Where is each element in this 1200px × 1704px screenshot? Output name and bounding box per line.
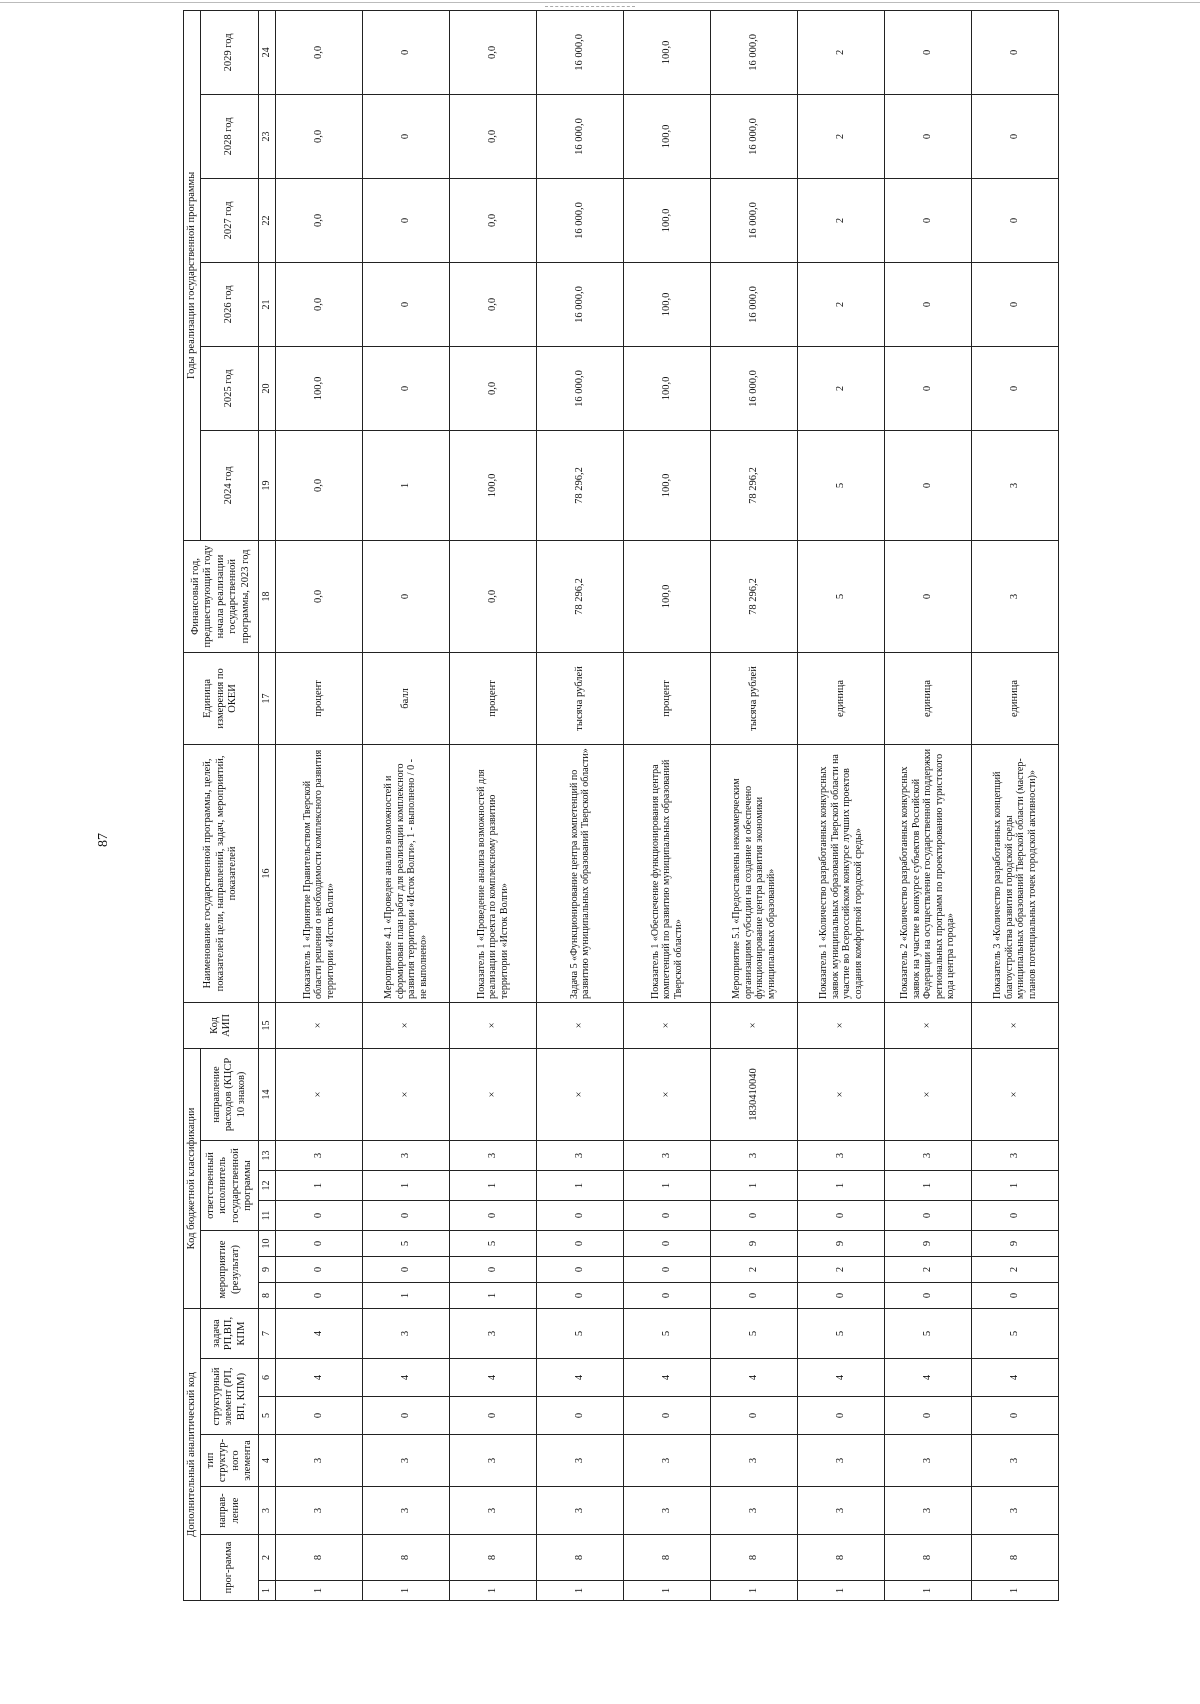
header-years-group: Годы реализации государственной программы (184, 10, 201, 540)
year-value-2025: 0 (885, 346, 972, 430)
col-number: 20 (259, 346, 276, 430)
year-value-2024: 0 (885, 430, 972, 540)
header-year-2027: 2027 год (201, 178, 259, 262)
year-value-2024: 5 (798, 430, 885, 540)
scan-dash-line (545, 6, 635, 8)
item-name: Показатель 1 «Принятие Правительством Тверской области решения о необходимости комплексного развития территории «Исток Волги» (276, 744, 363, 1002)
col-number: 3 (259, 1487, 276, 1535)
code-struct-element-1: 0 (450, 1397, 537, 1435)
code-executor-2: 1 (363, 1171, 450, 1201)
code-task: 5 (711, 1309, 798, 1359)
code-program-1: 1 (798, 1581, 885, 1601)
code-program-1: 1 (885, 1581, 972, 1601)
year-value-2029: 2 (798, 10, 885, 94)
code-program-1: 1 (363, 1581, 450, 1601)
col-number: 4 (259, 1435, 276, 1487)
aip-code: × (363, 1002, 450, 1048)
table-row (276, 10, 363, 1600)
col-number: 1 (259, 1581, 276, 1601)
code-event-3: 9 (885, 1231, 972, 1257)
code-executor-2: 1 (885, 1171, 972, 1201)
code-direction: 3 (276, 1487, 363, 1535)
year-value-2029: 0,0 (450, 10, 537, 94)
table-row (537, 10, 624, 1600)
col-number: 17 (259, 652, 276, 744)
code-executor-1: 0 (798, 1201, 885, 1231)
year-value-2028: 0,0 (450, 94, 537, 178)
code-struct-element-1: 0 (537, 1397, 624, 1435)
code-executor-1: 0 (537, 1201, 624, 1231)
year-value-2029: 0,0 (276, 10, 363, 94)
aip-code: × (798, 1002, 885, 1048)
code-program-2: 8 (972, 1535, 1059, 1581)
table-row (972, 10, 1059, 1600)
code-direction: 3 (885, 1487, 972, 1535)
year-value-2025: 2 (798, 346, 885, 430)
item-name: Показатель 1 «Проведение анализа возможностей для реализации проекта по комплексному развитию территории «Исток Волги» (450, 744, 537, 1002)
header-program: прог-рамма (201, 1535, 259, 1601)
year-value-2024: 78 296,2 (537, 430, 624, 540)
header-year-2024: 2024 год (201, 430, 259, 540)
code-event-2: 2 (798, 1257, 885, 1283)
code-executor-1: 0 (450, 1201, 537, 1231)
code-executor-3: 3 (798, 1141, 885, 1171)
unit-cell: балл (363, 652, 450, 744)
page-number: 87 (96, 833, 111, 847)
code-struct-element-1: 0 (276, 1397, 363, 1435)
fin-year-value: 0,0 (450, 540, 537, 652)
header-budget-code: Код бюджетной классификации (184, 1048, 201, 1308)
header-expense: направление расходов (КЦСР 10 знаков) (201, 1048, 259, 1140)
code-struct-element-2: 4 (363, 1359, 450, 1397)
expense-code: × (450, 1048, 537, 1140)
year-value-2028: 0 (363, 94, 450, 178)
code-executor-1: 0 (711, 1201, 798, 1231)
code-event-3: 9 (711, 1231, 798, 1257)
code-executor-2: 1 (537, 1171, 624, 1201)
code-executor-3: 3 (972, 1141, 1059, 1171)
code-task: 3 (363, 1309, 450, 1359)
year-value-2024: 3 (972, 430, 1059, 540)
code-struct-element-1: 0 (363, 1397, 450, 1435)
col-number: 15 (259, 1002, 276, 1048)
expense-code: × (537, 1048, 624, 1140)
code-executor-3: 3 (276, 1141, 363, 1171)
code-direction: 3 (450, 1487, 537, 1535)
year-value-2028: 100,0 (624, 94, 711, 178)
year-value-2029: 0 (885, 10, 972, 94)
col-number: 10 (259, 1231, 276, 1257)
code-event-1: 0 (276, 1283, 363, 1309)
year-value-2025: 0,0 (450, 346, 537, 430)
code-event-2: 2 (711, 1257, 798, 1283)
code-task: 5 (798, 1309, 885, 1359)
code-program-2: 8 (798, 1535, 885, 1581)
code-program-1: 1 (711, 1581, 798, 1601)
code-executor-3: 3 (624, 1141, 711, 1171)
code-event-3: 9 (972, 1231, 1059, 1257)
table-row (885, 10, 972, 1600)
unit-cell: единица (885, 652, 972, 744)
year-value-2026: 16 000,0 (537, 262, 624, 346)
code-program-2: 8 (537, 1535, 624, 1581)
unit-cell: тысяча рублей (711, 652, 798, 744)
aip-code: × (885, 1002, 972, 1048)
code-executor-3: 3 (711, 1141, 798, 1171)
expense-code: × (276, 1048, 363, 1140)
code-struct-type: 3 (537, 1435, 624, 1487)
code-program-2: 8 (711, 1535, 798, 1581)
fin-year-value: 3 (972, 540, 1059, 652)
code-program-1: 1 (624, 1581, 711, 1601)
col-number: 9 (259, 1257, 276, 1283)
year-value-2024: 100,0 (450, 430, 537, 540)
year-value-2025: 16 000,0 (537, 346, 624, 430)
year-value-2026: 16 000,0 (711, 262, 798, 346)
code-struct-type: 3 (450, 1435, 537, 1487)
aip-code: × (537, 1002, 624, 1048)
code-program-1: 1 (450, 1581, 537, 1601)
code-executor-2: 1 (711, 1171, 798, 1201)
item-name: Задача 5 «Функционирование центра компетенций по развитию муниципальных образований Тверской области» (537, 744, 624, 1002)
item-name: Показатель 2 «Количество разработанных конкурсных заявок на участие в конкурсе субъектов Российской Федерации на осуществление государственной поддержки региональных программ по проектированию туристского кода центра города» (885, 744, 972, 1002)
year-value-2026: 0 (363, 262, 450, 346)
header-direction: направ-ление (201, 1487, 259, 1535)
code-task: 5 (972, 1309, 1059, 1359)
code-struct-element-2: 4 (972, 1359, 1059, 1397)
rotated-table-container (183, 21, 1053, 1601)
code-executor-2: 1 (276, 1171, 363, 1201)
code-event-1: 0 (798, 1283, 885, 1309)
code-event-3: 5 (450, 1231, 537, 1257)
code-struct-element-2: 4 (885, 1359, 972, 1397)
code-direction: 3 (972, 1487, 1059, 1535)
code-event-1: 1 (363, 1283, 450, 1309)
code-event-2: 0 (363, 1257, 450, 1283)
code-program-2: 8 (624, 1535, 711, 1581)
item-name: Мероприятие 5.1 «Предоставлены некоммерческим организациям субсидии на создание и обеспечено функционирование центра развития экономики муниципальных образований» (711, 744, 798, 1002)
col-number: 7 (259, 1309, 276, 1359)
code-struct-type: 3 (711, 1435, 798, 1487)
year-value-2029: 100,0 (624, 10, 711, 94)
year-value-2029: 0 (363, 10, 450, 94)
year-value-2026: 0,0 (276, 262, 363, 346)
unit-cell: процент (624, 652, 711, 744)
fin-year-value: 78 296,2 (711, 540, 798, 652)
code-executor-3: 3 (450, 1141, 537, 1171)
year-value-2028: 16 000,0 (711, 94, 798, 178)
code-task: 3 (450, 1309, 537, 1359)
code-program-2: 8 (885, 1535, 972, 1581)
header-event: мероприятие (результат) (201, 1231, 259, 1309)
code-event-2: 0 (537, 1257, 624, 1283)
aip-code: × (711, 1002, 798, 1048)
code-task: 4 (276, 1309, 363, 1359)
header-task: задача РП,ВП, КПМ (201, 1309, 259, 1359)
code-event-1: 0 (885, 1283, 972, 1309)
unit-cell: процент (450, 652, 537, 744)
year-value-2024: 78 296,2 (711, 430, 798, 540)
code-struct-element-2: 4 (711, 1359, 798, 1397)
code-struct-element-1: 0 (711, 1397, 798, 1435)
header-year-2029: 2029 год (201, 10, 259, 94)
expense-code: × (363, 1048, 450, 1140)
code-event-2: 0 (624, 1257, 711, 1283)
col-number: 11 (259, 1201, 276, 1231)
program-table (183, 10, 1059, 1601)
year-value-2027: 100,0 (624, 178, 711, 262)
aip-code: × (450, 1002, 537, 1048)
expense-code: × (624, 1048, 711, 1140)
expense-code: × (972, 1048, 1059, 1140)
table-row (711, 10, 798, 1600)
code-direction: 3 (711, 1487, 798, 1535)
header-year-2026: 2026 год (201, 262, 259, 346)
year-value-2028: 2 (798, 94, 885, 178)
item-name: Мероприятие 4.1 «Проведен анализ возможностей и сформирован план работ для реализации комплексного развития территории «Исток Волги», 1 - выполнено / 0 - не выполнено» (363, 744, 450, 1002)
code-event-3: 9 (798, 1231, 885, 1257)
year-value-2025: 100,0 (624, 346, 711, 430)
year-value-2028: 0 (885, 94, 972, 178)
code-event-1: 1 (450, 1283, 537, 1309)
year-value-2026: 0 (885, 262, 972, 346)
year-value-2027: 2 (798, 178, 885, 262)
unit-cell: тысяча рублей (537, 652, 624, 744)
unit-cell: процент (276, 652, 363, 744)
header-name: Наименование государственной программы, целей, показателей цели, направлений, задач, мероприятий, показателей (184, 744, 259, 1002)
year-value-2028: 0,0 (276, 94, 363, 178)
expense-code: × (798, 1048, 885, 1140)
year-value-2029: 16 000,0 (537, 10, 624, 94)
year-value-2025: 100,0 (276, 346, 363, 430)
year-value-2028: 0 (972, 94, 1059, 178)
code-program-2: 8 (450, 1535, 537, 1581)
code-struct-type: 3 (798, 1435, 885, 1487)
table-row (450, 10, 537, 1600)
header-aip: Код АИП (184, 1002, 259, 1048)
fin-year-value: 0,0 (276, 540, 363, 652)
year-value-2026: 100,0 (624, 262, 711, 346)
code-program-1: 1 (276, 1581, 363, 1601)
code-struct-type: 3 (276, 1435, 363, 1487)
col-number: 22 (259, 178, 276, 262)
code-struct-element-1: 0 (885, 1397, 972, 1435)
code-event-2: 0 (276, 1257, 363, 1283)
code-event-2: 0 (450, 1257, 537, 1283)
code-event-2: 2 (885, 1257, 972, 1283)
code-task: 5 (624, 1309, 711, 1359)
col-number: 6 (259, 1359, 276, 1397)
col-number: 19 (259, 430, 276, 540)
code-struct-element-1: 0 (972, 1397, 1059, 1435)
column-numbers-row (259, 10, 276, 1600)
col-number: 16 (259, 744, 276, 1002)
aip-code: × (972, 1002, 1059, 1048)
code-direction: 3 (798, 1487, 885, 1535)
code-executor-3: 3 (363, 1141, 450, 1171)
year-value-2024: 100,0 (624, 430, 711, 540)
year-value-2026: 2 (798, 262, 885, 346)
unit-cell: единица (972, 652, 1059, 744)
year-value-2024: 1 (363, 430, 450, 540)
code-struct-element-2: 4 (276, 1359, 363, 1397)
code-executor-2: 1 (450, 1171, 537, 1201)
code-direction: 3 (363, 1487, 450, 1535)
code-struct-type: 3 (624, 1435, 711, 1487)
code-program-1: 1 (972, 1581, 1059, 1601)
code-struct-type: 3 (885, 1435, 972, 1487)
col-number: 13 (259, 1141, 276, 1171)
code-direction: 3 (624, 1487, 711, 1535)
col-number: 14 (259, 1048, 276, 1140)
code-struct-element-2: 4 (537, 1359, 624, 1397)
code-program-2: 8 (276, 1535, 363, 1581)
header-struct-element: структурный элемент (РП, ВП, КПМ) (201, 1359, 259, 1435)
code-direction: 3 (537, 1487, 624, 1535)
fin-year-value: 0 (885, 540, 972, 652)
fin-year-value: 100,0 (624, 540, 711, 652)
year-value-2024: 0,0 (276, 430, 363, 540)
year-value-2026: 0 (972, 262, 1059, 346)
scan-edge-line (0, 2, 1200, 3)
year-value-2029: 16 000,0 (711, 10, 798, 94)
col-number: 18 (259, 540, 276, 652)
year-value-2027: 0 (363, 178, 450, 262)
fin-year-value: 5 (798, 540, 885, 652)
code-executor-3: 3 (537, 1141, 624, 1171)
year-value-2025: 0 (972, 346, 1059, 430)
col-number: 5 (259, 1397, 276, 1435)
code-struct-type: 3 (363, 1435, 450, 1487)
year-value-2027: 0,0 (450, 178, 537, 262)
code-event-1: 0 (711, 1283, 798, 1309)
item-name: Показатель 1 «Количество разработанных конкурсных заявок муниципальных образований Тверской области на участие во Всероссийском конкурсе лучших проектов создания комфортной городской среды» (798, 744, 885, 1002)
table-row (798, 10, 885, 1600)
code-program-2: 8 (363, 1535, 450, 1581)
year-value-2025: 0 (363, 346, 450, 430)
code-event-3: 5 (363, 1231, 450, 1257)
code-executor-2: 1 (624, 1171, 711, 1201)
year-value-2029: 0 (972, 10, 1059, 94)
header-executor: ответственный исполнитель государственной программы (201, 1141, 259, 1231)
code-struct-element-2: 4 (798, 1359, 885, 1397)
code-event-3: 0 (537, 1231, 624, 1257)
code-event-3: 0 (276, 1231, 363, 1257)
code-program-1: 1 (537, 1581, 624, 1601)
expense-code: 1830410040 (711, 1048, 798, 1140)
unit-cell: единица (798, 652, 885, 744)
expense-code: × (885, 1048, 972, 1140)
year-value-2027: 16 000,0 (537, 178, 624, 262)
header-unit: Единица измерения по ОКЕИ (184, 652, 259, 744)
code-event-1: 0 (624, 1283, 711, 1309)
table-row (363, 10, 450, 1600)
code-struct-element-1: 0 (624, 1397, 711, 1435)
code-executor-1: 0 (972, 1201, 1059, 1231)
code-executor-1: 0 (885, 1201, 972, 1231)
year-value-2028: 16 000,0 (537, 94, 624, 178)
code-event-1: 0 (972, 1283, 1059, 1309)
code-struct-element-2: 4 (450, 1359, 537, 1397)
code-event-3: 0 (624, 1231, 711, 1257)
code-event-2: 2 (972, 1257, 1059, 1283)
header-year-2025: 2025 год (201, 346, 259, 430)
col-number: 12 (259, 1171, 276, 1201)
year-value-2027: 16 000,0 (711, 178, 798, 262)
year-value-2027: 0 (972, 178, 1059, 262)
code-executor-2: 1 (972, 1171, 1059, 1201)
code-task: 5 (537, 1309, 624, 1359)
item-name: Показатель 1 «Обеспечение функционирования центра компетенций по развитию муниципальных образований Тверской области» (624, 744, 711, 1002)
col-number: 23 (259, 94, 276, 178)
year-value-2026: 0,0 (450, 262, 537, 346)
header-year-2028: 2028 год (201, 94, 259, 178)
header-struct-type: тип структур-ного элемента (201, 1435, 259, 1487)
code-struct-type: 3 (972, 1435, 1059, 1487)
table-row (624, 10, 711, 1600)
col-number: 24 (259, 10, 276, 94)
code-executor-3: 3 (885, 1141, 972, 1171)
aip-code: × (276, 1002, 363, 1048)
code-executor-2: 1 (798, 1171, 885, 1201)
code-event-1: 0 (537, 1283, 624, 1309)
code-executor-1: 0 (363, 1201, 450, 1231)
year-value-2027: 0 (885, 178, 972, 262)
code-struct-element-2: 4 (624, 1359, 711, 1397)
code-task: 5 (885, 1309, 972, 1359)
item-name: Показатель 3 «Количество разработанных концепций благоустройства развития городской среды муниципальных образований Тверской области (мастер-планов потенциальных точек городской активности)» (972, 744, 1059, 1002)
year-value-2025: 16 000,0 (711, 346, 798, 430)
col-number: 8 (259, 1283, 276, 1309)
fin-year-value: 78 296,2 (537, 540, 624, 652)
code-executor-1: 0 (624, 1201, 711, 1231)
code-executor-1: 0 (276, 1201, 363, 1231)
code-struct-element-1: 0 (798, 1397, 885, 1435)
col-number: 21 (259, 262, 276, 346)
header-additional-code: Дополнительный аналитический код (184, 1309, 201, 1601)
header-fin-year: Финансовый год, предшествующий году начала реализации государственной программы, 2023 год (184, 540, 259, 652)
col-number: 2 (259, 1535, 276, 1581)
year-value-2027: 0,0 (276, 178, 363, 262)
fin-year-value: 0 (363, 540, 450, 652)
aip-code: × (624, 1002, 711, 1048)
